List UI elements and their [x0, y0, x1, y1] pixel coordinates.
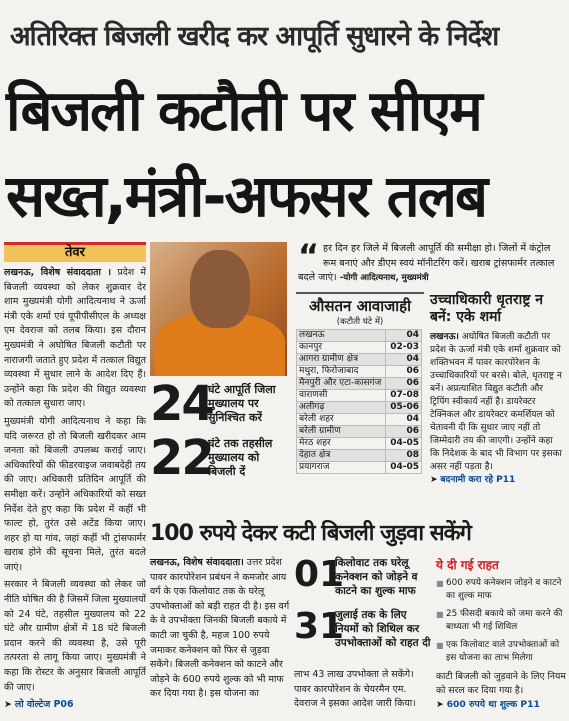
- hours-cell: 06: [386, 366, 422, 378]
- right-article-title: उच्चाधिकारी धृतराष्ट्र न बनें: एके शर्मा: [430, 292, 544, 325]
- main-headline-line-1: बिजली कटौती पर सीएम: [6, 79, 481, 144]
- table-row: [297, 378, 422, 390]
- stat-22-hours: 22 घंटे तक तहसील मुख्यालय को बिजली दें: [150, 430, 273, 486]
- relief-continued-link[interactable]: ➤ 600 रुपये था शुल्क P11: [436, 699, 540, 710]
- table-row: [297, 414, 422, 426]
- place-cell: बरेली ग्रामीण: [297, 426, 386, 438]
- hours-cell: 05-06: [386, 402, 422, 414]
- relief-box: [436, 556, 566, 712]
- table-row: [297, 342, 422, 354]
- relief-title: ये दी गई राहत: [436, 558, 499, 572]
- kicker-headline: अतिरिक्त बिजली खरीद कर आपूर्ति सुधारने के निर्देश: [0, 0, 569, 68]
- place-cell: प्रयागराज: [297, 462, 386, 474]
- main-headline-line-2: सख्त,मंत्री-अफसर तलब: [6, 161, 487, 230]
- right-continued-link[interactable]: ➤ बदनामी करा रहे P11: [430, 475, 516, 485]
- right-article: [430, 292, 564, 487]
- place-cell: कानपुर: [297, 342, 386, 354]
- hours-cell: 04: [386, 354, 422, 366]
- facts-block: [294, 556, 432, 660]
- hours-cell: 04: [386, 330, 422, 342]
- section-label-bar: तेवर: [4, 242, 146, 262]
- left-paragraph-2: मुख्यमंत्री योगी आदित्यनाथ ने कहा कि यदि जरूरत हो तो बिजली खरीदकर आम जनता को बिजली उपलब्ध कराई जाए। अधिकारियों की फीडरवाइज जवाबदेही तय की जाए। अधिकारी प्रतिदिन आपूर्ति की समीक्षा करें। उन्होंने अधिकारियों को सख्त निर्देश देते हुए कहा कि प्रदेश में कहीं भी फाल्ट हो, तुरंत उसे अटेंड किया जाए। शहर हो या गांव, जहां कहीं भी ट्रांसफार्मर खराब होने की सूचना मिले, तुरंत बदले जाएं।: [4, 415, 146, 573]
- hours-cell: 02-03: [386, 342, 422, 354]
- table-row: [297, 366, 422, 378]
- place-cell: मैनपुरी और एटा-कासगंज: [297, 378, 386, 390]
- bottom-body-2: लाभ 43 लाख उपभोक्ता ले सकेंगे। पावर कारपोरेशन के चेयरमैन एम. देवराज ने इसका आदेश जारी किया।: [294, 669, 416, 710]
- relief-item: ■ एक किलोवाट वाले उपभोक्ताओं को इस योजना का लाभ मिलेगा: [436, 639, 566, 665]
- place-cell: वाराणसी: [297, 390, 386, 402]
- table-row: [297, 402, 422, 414]
- place-cell: मथुरा, फिरोजाबाद: [297, 366, 386, 378]
- average-cuts-table: औसतन आवाजाही (कटौती घंटे में) लखनऊ 04 कानपुर 02-03 आगरा ग्रामीण क्षेत्र 04 मथुरा, फिरोजाबाद 06 मैनपुरी और एटा-कासगंज 06 वाराणसी 07-08 अलीगढ़ 05-06 बरेली शहर 04 बरेली ग्रामीण 06 मेरठ शहर 04-05 देहात क्षेत्र 08 प्रयागराज 04-05: [296, 292, 424, 474]
- stat-24-hours: 24 घंटे आपूर्ति जिला मुख्यालय पर सुनिश्चित करें: [150, 376, 276, 432]
- chief-minister-photo: [150, 242, 287, 376]
- quote-mark-icon: “: [298, 237, 320, 275]
- fact-01: 01 किलोवाट तक घरेलू कनेक्शन को जोड़ने व काटने का शुल्क माफ: [294, 554, 418, 597]
- table-row: [297, 450, 422, 462]
- left-paragraph-3: सरकार ने बिजली व्यवस्था को लेकर जो नीति घोषित की है जिसमें जिला मुख्यालयों को 24 घंटे, तहसील मुख्यालय को 22 घंटे और ग्रामीण क्षेत्रों में 18 घंटे बिजली प्रदान करने की व्यवस्था है, उसे पूरी तत्परता से लागू किया जाए। मुख्यमंत्री ने कहा कि रोस्टर के अनुसार बिजली आपूर्ति की जाए।: [4, 579, 146, 693]
- hours-cell: 04-05: [386, 438, 422, 450]
- bottom-body-1: लखनऊ, विशेष संवाददाता। उत्तर प्रदेश पावर कारपोरेशन प्रबंधन ने कमजोर आय वर्ग के एक किलोवाट तक के घरेलू उपभोक्ताओं को बड़ी राहत दी है। इस वर्ग के वे उपभोक्ता जिनकी बिजली बकाये में काटी जा चुकी है, महज 100 रुपये जमाकर कनेक्शन को फिर से जुड़वा सकेंगे। बिजली कनेक्शन को काटने और जोड़ने के 600 रुपये शुल्क को भी माफ कर दिया गया है। इस योजना का: [150, 557, 290, 700]
- hours-cell: 07-08: [386, 390, 422, 402]
- bottom-headline: 100 रुपये देकर कटी बिजली जुड़वा सकेंगे: [150, 521, 471, 546]
- arrow-right-icon: ➤: [430, 475, 438, 485]
- cm-quote: “ हर दिन हर जिले में बिजली आपूर्ति की समीक्षा हो। जिलों में कंट्रोल रूम बनाएं और डीएम स्वयं मॉनीटरिंग करें। खराब ट्रांसफार्मर तत्काल बदले जाएं। -योगी आदित्यनाथ, मुख्यमंत्री: [298, 237, 555, 283]
- relief-item: ■ 600 रुपये कनेक्शन जोड़ने व काटने का शुल्क माफ: [436, 577, 566, 603]
- place-cell: देहात क्षेत्र: [297, 450, 386, 462]
- table-row: [297, 390, 422, 402]
- table-row: [297, 354, 422, 366]
- continued-link[interactable]: ➤ लो वोल्टेज P06: [4, 699, 74, 711]
- arrow-right-icon: ➤: [436, 699, 444, 710]
- table-row: [297, 462, 422, 474]
- right-article-body: लखनऊ। अघोषित बिजली कटौती पर प्रदेश के ऊर्जा मंत्री एके शर्मा शुक्रवार को शक्तिभवन में पावर कारपोरेशन के उच्चाधिकारियों पर बरसे। बोले, धृतराष्ट्र न बनें। अप्रत्याशित विद्युत कटौती और ट्रिपिंग स्वीकार्य नहीं है। डायरेक्टर टेक्निकल और डायरेक्टर कमर्शियल को चेतावनी दी कि सुधार जाए नहीं तो जिम्मेदारी तय की जाएगी। उन्होंने कहा कि निदेशक के बाद भी विभाग पर इसका असर नहीं पड़ता है।: [430, 332, 562, 472]
- table-row: [297, 330, 422, 342]
- relief-footnote: काटी बिजली को जुड़वाने के लिए नियम को सरल कर दिया गया है।: [436, 671, 566, 696]
- relief-item: ■ 25 फीसदी बकाये को जमा करने की बाध्यता भी गई शिथिल: [436, 608, 566, 634]
- fact-31: 31 जुलाई तक के लिए नियमों को शिथिल कर उपभोक्ताओं को राहत दी: [294, 606, 431, 649]
- left-paragraph-1: लखनऊ, विशेष संवाददाता । प्रदेश में बिजली व्यवस्था को लेकर शुक्रवार देर शाम मुख्यमंत्री योगी आदित्यनाथ ने ऊर्जा मंत्री एके शर्मा एवं यूपीपीसीएल के अध्यक्ष एम देवराज को तलब किया। इस दौरान मुख्यमंत्री ने अघोषित बिजली कटौती पर नाराजगी जताते हुए प्रदेश में तत्काल विद्युत व्यवस्था में सुधार लाने के आदेश दिए हैं। उन्होंने कहा कि प्रदेश की विद्युत व्यवस्था को तत्काल सुधारा जाए।: [4, 267, 146, 410]
- place-cell: मेरठ शहर: [297, 438, 386, 450]
- place-cell: बरेली शहर: [297, 414, 386, 426]
- hours-cell: 08: [386, 450, 422, 462]
- place-cell: आगरा ग्रामीण क्षेत्र: [297, 354, 386, 366]
- arrow-right-icon: ➤: [4, 699, 12, 711]
- hours-cell: 06: [386, 378, 422, 390]
- stats-block: [150, 376, 290, 488]
- hours-cell: 04: [386, 414, 422, 426]
- hours-cell: 04-05: [386, 462, 422, 474]
- hours-cell: 06: [386, 426, 422, 438]
- left-column-article: [4, 242, 146, 718]
- table-row: [297, 438, 422, 450]
- table-row: [297, 426, 422, 438]
- place-cell: लखनऊ: [297, 330, 386, 342]
- place-cell: अलीगढ़: [297, 402, 386, 414]
